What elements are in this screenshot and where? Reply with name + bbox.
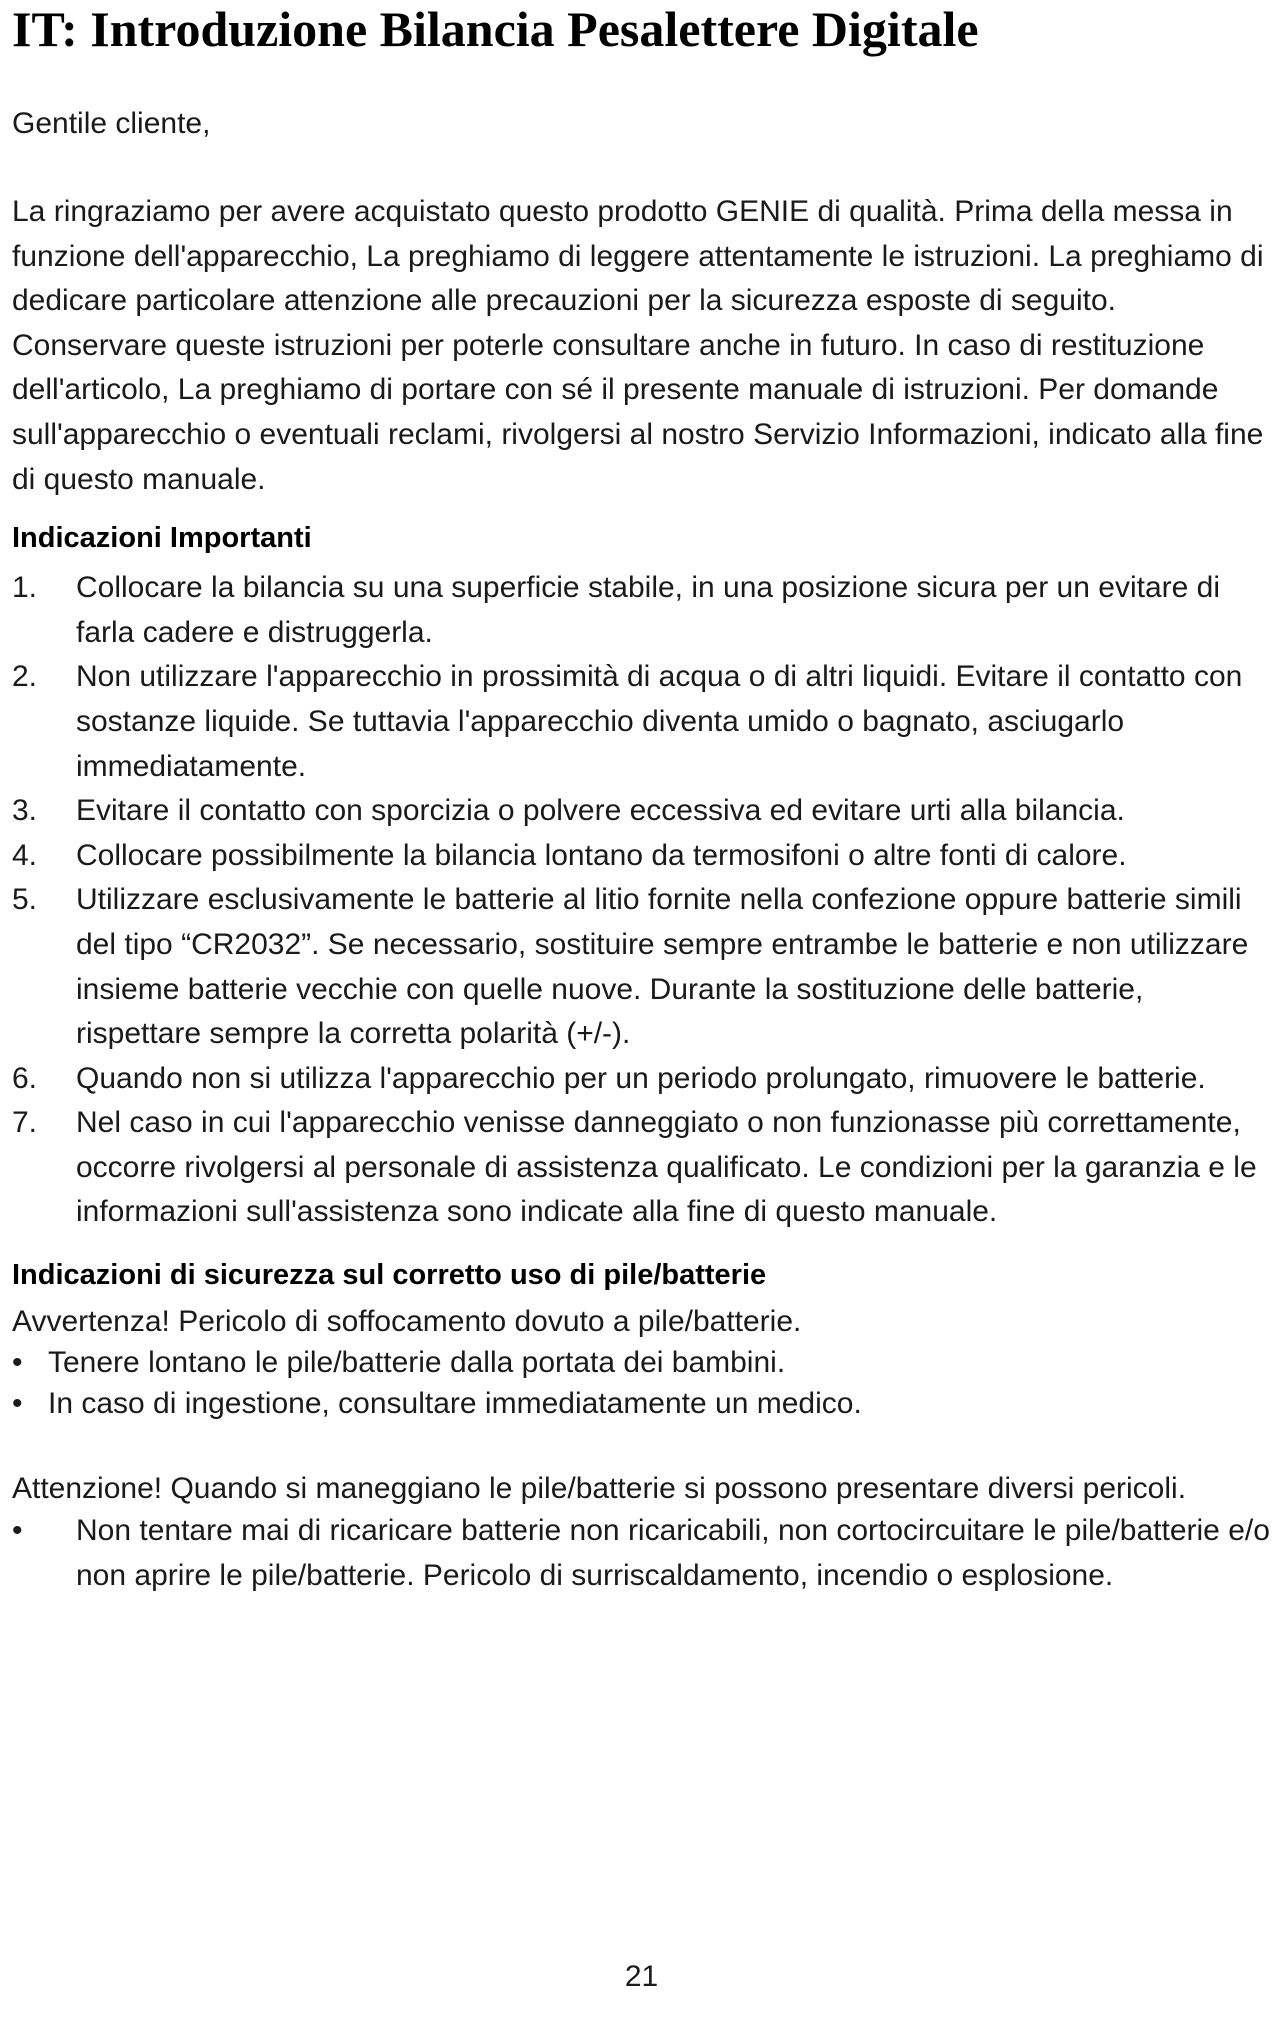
item-number: 1. <box>12 571 38 605</box>
caution-bullets <box>12 1509 1271 1598</box>
page-title: IT: Introduzione Bilancia Pesalettere Digitale <box>12 1 979 57</box>
item-number: 3. <box>12 794 38 828</box>
list-item <box>12 566 1271 655</box>
list-item <box>12 1509 1271 1598</box>
choking-warning: Avvertenza! Pericolo di soffocamento dovuto a pile/batterie. <box>12 1305 802 1339</box>
bullet-text: In caso di ingestione, consultare immediatamente un medico. <box>48 1387 862 1421</box>
list-item <box>12 1057 1271 1102</box>
item-text: Non utilizzare l'apparecchio in prossimità di acqua o di altri liquidi. Evitare il contatto con sostanze liquide. Se tuttavia l'apparecchio diventa umido o bagnato, asciugarlo immediatamente. <box>76 660 1243 783</box>
bullet-text: Non tentare mai di ricaricare batterie non ricaricabili, non cortocircuitare le pile/batterie e/o non aprire le pile/batterie. Pericolo di surriscaldamento, incendio o esplosione. <box>76 1514 1270 1592</box>
intro-paragraph: La ringraziamo per avere acquistato questo prodotto GENIE di qualità. Prima della messa in funzione dell'apparecchio, La preghiamo di leggere attentamente le istruzioni. La preghiamo di dedicare particolare attenzione alle precauzioni per la sicurezza esposte di seguito. Conservare queste istruzioni per poterle consultare anche in futuro. In caso di restituzione dell'articolo, La preghiamo di portare con sé il presente manuale di istruzioni. Per domande sull'apparecchio o eventuali reclami, rivolgersi al nostro Servizio Informazioni, indicato alla fine di questo manuale. <box>12 195 1264 496</box>
item-text: Collocare possibilmente la bilancia lontano da termosifoni o altre fonti di calore. <box>76 838 1127 872</box>
battery-safety-heading: Indicazioni di sicurezza sul corretto uso di pile/batterie <box>12 1259 767 1292</box>
list-item <box>12 1101 1271 1235</box>
list-item <box>12 1342 1271 1383</box>
list-item <box>12 834 1271 879</box>
important-list <box>12 566 1271 1235</box>
list-item <box>12 878 1271 1056</box>
item-number: 6. <box>12 1061 38 1095</box>
item-number: 7. <box>12 1106 38 1140</box>
bullet-icon: • <box>12 1514 23 1548</box>
item-text: Utilizzare esclusivamente le batterie al litio fornite nella confezione oppure batterie simili del tipo “CR2032”. Se necessario, sostituire sempre entrambe le batterie e non utilizzare insieme batterie vecchie con quelle nuove. Durante la sostituzione delle batterie, rispettare sempre la corretta polarità (+/-). <box>76 883 1249 1051</box>
list-item <box>12 1383 1271 1424</box>
item-number: 5. <box>12 883 38 917</box>
caution-text: Attenzione! Quando si maneggiano le pile/batterie si possono presentare diversi pericoli. <box>12 1472 1187 1506</box>
bullet-text: Tenere lontano le pile/batterie dalla portata dei bambini. <box>48 1346 786 1380</box>
bullet-icon: • <box>12 1346 23 1380</box>
bullet-icon: • <box>12 1387 23 1421</box>
item-text: Collocare la bilancia su una superficie stabile, in una posizione sicura per un evitare di farla cadere e distruggerla. <box>76 571 1220 649</box>
item-number: 2. <box>12 660 38 694</box>
item-text: Quando non si utilizza l'apparecchio per un periodo prolungato, rimuovere le batterie. <box>76 1061 1206 1095</box>
item-text: Evitare il contatto con sporcizia o polvere eccessiva ed evitare urti alla bilancia. <box>76 794 1125 828</box>
warning-bullets <box>12 1342 1271 1424</box>
item-text: Nel caso in cui l'apparecchio venisse danneggiato o non funzionasse più correttamente, occorre rivolgersi al personale di assistenza qualificato. Le condizioni per la garanzia e le informazioni sull'assistenza sono indicate alla fine di questo manuale. <box>76 1106 1257 1229</box>
item-number: 4. <box>12 838 38 872</box>
salutation: Gentile cliente, <box>12 107 211 140</box>
list-item <box>12 789 1271 834</box>
important-heading: Indicazioni Importanti <box>12 522 312 555</box>
list-item <box>12 655 1271 789</box>
page-number: 21 <box>624 1960 659 1993</box>
